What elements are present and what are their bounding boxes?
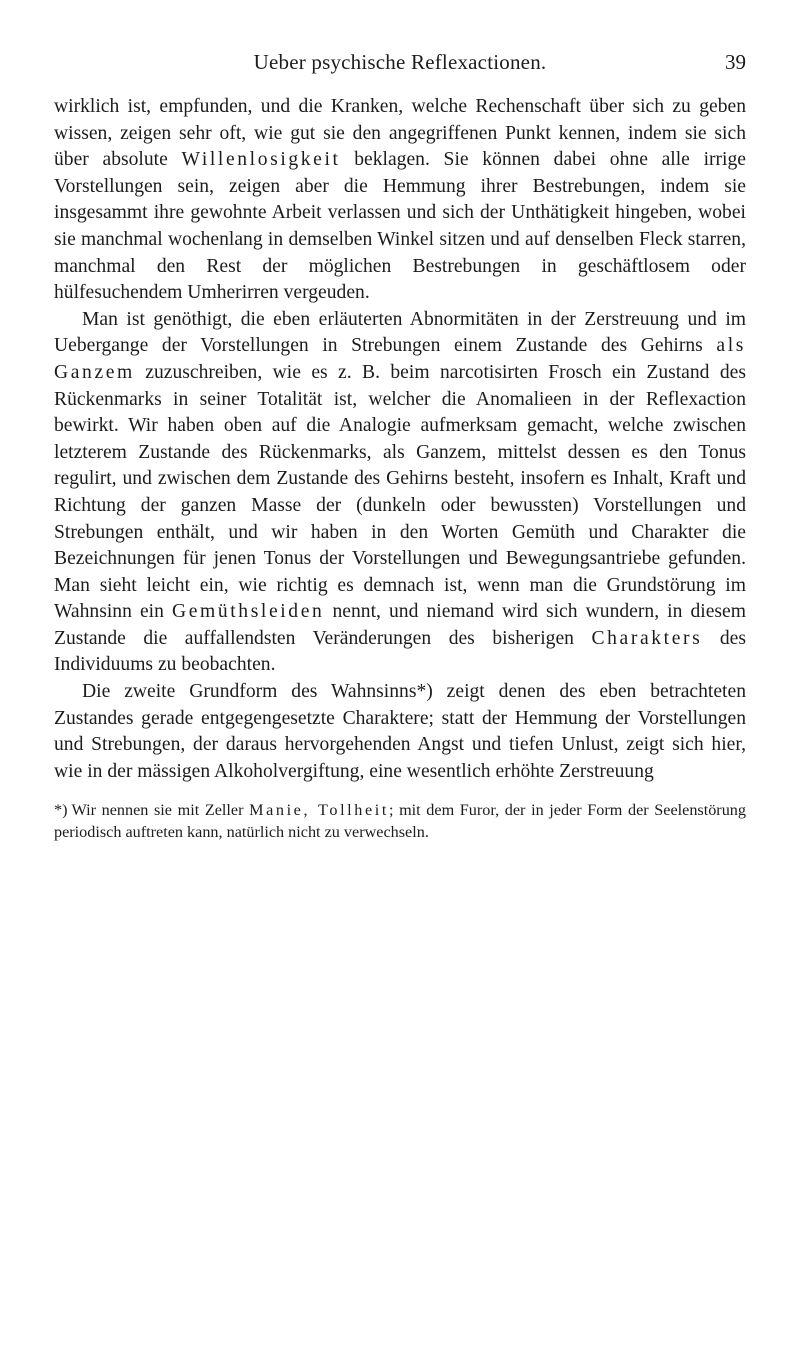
text-run: wirklich ist, empfunden, und die Kranken, welche Rechenschaft über sich zu geben wissen, zeigen sehr oft, wie gut sie den angegriffenen Punkt kennen, indem sie sich über absolute — [54, 96, 746, 171]
footnote-marker: *) — [54, 801, 68, 820]
paragraph — [54, 307, 746, 679]
emphasis-text: als Ganzem — [54, 335, 746, 383]
paragraph — [54, 94, 746, 307]
footnote-text: Wir nennen sie mit Zeller — [71, 801, 250, 820]
running-head — [54, 50, 746, 86]
footnote-text: ; mit dem Furor, der in jeder Form der Seelenstörung periodisch auftreten kann, natürlich nicht zu verwechseln. — [54, 801, 746, 842]
emphasis-text: Willenlosigkeit — [181, 149, 341, 171]
running-title: Ueber psychische Reflexactionen. — [253, 50, 547, 74]
footnote — [54, 799, 746, 843]
text-run: zuzuschreiben, wie es z. B. beim narcotisirten Frosch ein Zustand des Rückenmarks in seiner Totalität ist, welcher die Anomalieen in der Reflexaction bewirkt. Wir haben oben auf die Analogie aufmerksam gemacht, welche zwischen letzterem Zustande des Rückenmarks, als Ganzem, mittelst dessen es den Tonus regulirt, und zwischen dem Zustande des Gehirns besteht, insofern es Inhalt, Kraft und Richtung der ganzen Masse der (dunkeln oder bewussten) Vorstellungen und Strebungen enthält, und wir haben in den Worten Gemüth und Charakter die Bezeichnungen für jenen Tonus der Vorstellungen und Bewegungsantriebe gefunden. Man sieht leicht ein, wie richtig es demnach ist, wenn man die Grundstörung im Wahnsinn ein — [54, 361, 746, 623]
text-run: beklagen. Sie können dabei ohne alle irrige Vorstellungen sein, zeigen aber die Hemmung ihrer Bestrebungen, indem sie insgesammt ihre gewohnte Arbeit verlassen und sich der Unthätigkeit hingeben, wobei sie manchmal wochenlang in demselben Winkel sitzen und auf denselben Fleck starren, manchmal den Rest der möglichen Bestrebungen in geschäftlosem oder hülfesuchendem Umherirren vergeuden. — [54, 149, 746, 304]
emphasis-text: Charakters — [591, 627, 703, 649]
text-run: nennt, und niemand wird sich wundern, in diesem Zustande die auffallendsten Veränderungen des bisherigen — [54, 601, 746, 649]
emphasis-text: Gemüthsleiden — [171, 601, 325, 623]
text-run: Die zweite Grundform des Wahnsinns*) zeigt denen des eben betrachteten Zustandes gerade entgegengesetzte Charaktere; statt der Hemmung der Vorstellungen und Strebungen, der daraus hervorgehenden Angst und tiefen Unlust, zeigt sich hier, wie in der mässigen Alkoholvergiftung, eine wesentlich erhöhte Zerstreuung — [54, 681, 746, 782]
page-number: 39 — [725, 50, 746, 74]
text-run: des Individuums zu beobachten. — [54, 627, 746, 676]
paragraph — [54, 679, 746, 785]
footnote-emphasis: Manie, Tollheit — [249, 801, 389, 820]
body-text — [54, 94, 746, 785]
text-run: Man ist genöthigt, die eben erläuterten Abnormitäten in der Zerstreuung und im Uebergange der Vorstellungen in Strebungen einem Zustande des Gehirns — [54, 308, 746, 357]
book-page — [54, 50, 746, 843]
